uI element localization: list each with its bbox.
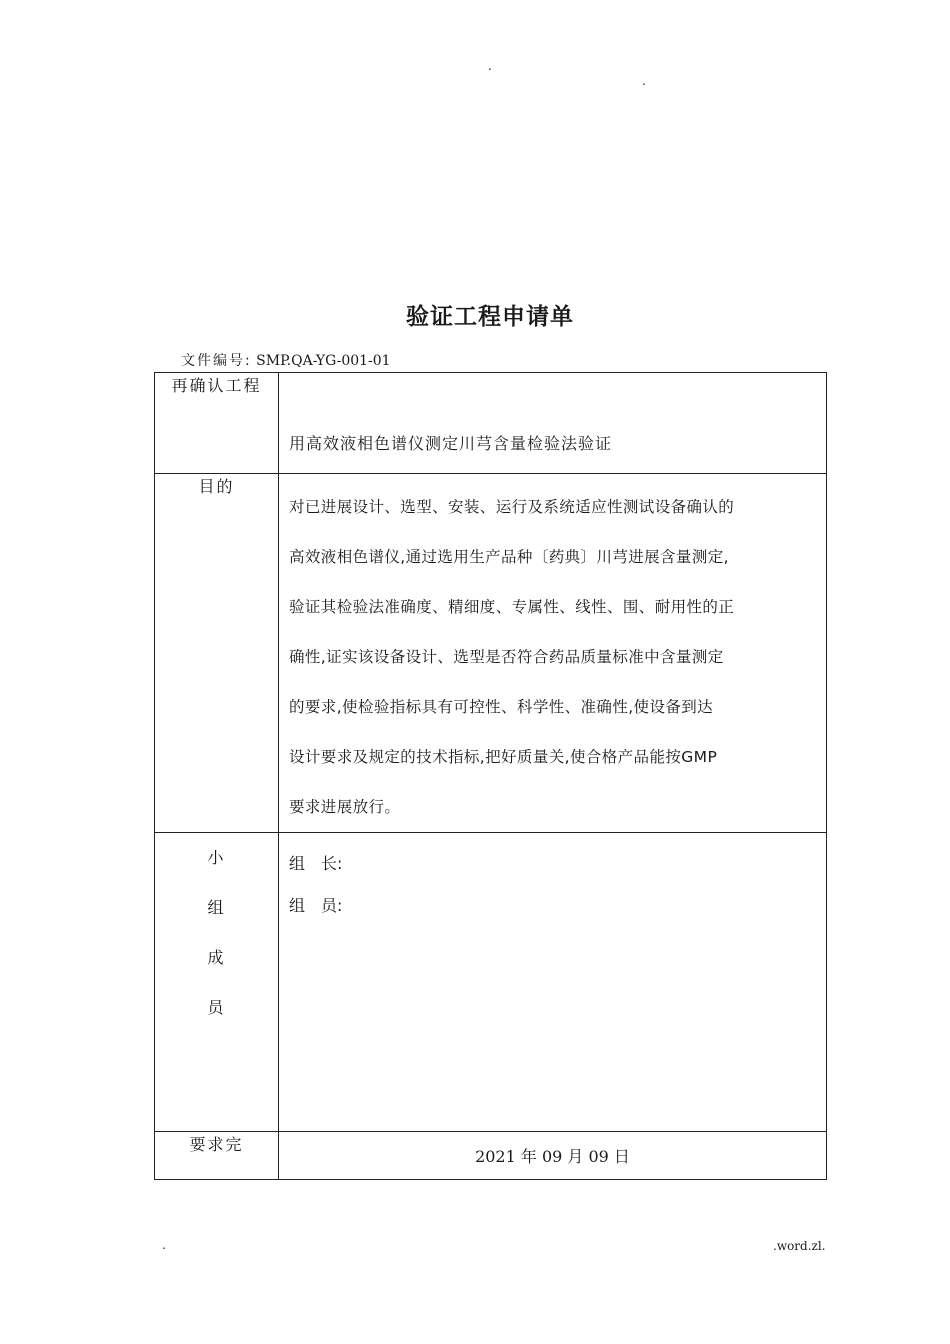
table-row-project [155,373,827,474]
members-label-char: 组 [207,898,226,917]
members-label-char: 成 [207,948,226,967]
member-label: 组 员: [289,896,343,915]
purpose-label: 目的 [155,474,279,833]
doc-number [181,350,391,370]
purpose-cell [279,474,827,833]
purpose-line: 对已进展设计、选型、安装、运行及系统适应性测试设备确认的 [289,498,735,516]
application-form-table [154,372,827,1180]
purpose-line: 要求进展放行。 [289,798,401,816]
deadline-value: 2021 年 09 月 09 日 [279,1132,827,1180]
purpose-line: 确性,证实该设备设计、选型是否符合药品质量标准中含量测定 [289,648,724,666]
deadline-label: 要求完 [155,1132,279,1180]
footer-dot: . [162,1238,166,1252]
table-row-purpose [155,474,827,833]
footer-watermark: .word.zl. [773,1239,826,1253]
members-label-char: 小 [207,848,226,867]
header-dot-left: . [488,59,492,73]
purpose-line: 设计要求及规定的技术指标,把好质量关,使合格产品能按GMP [289,748,718,766]
members-cell [279,833,827,1132]
doc-number-label: 文件编号: [181,353,252,369]
purpose-line: 验证其检验法准确度、精细度、专属性、线性、围、耐用性的正 [289,598,735,616]
project-value: 用高效液相色谱仪测定川芎含量检验法验证 [289,434,613,453]
project-cell [279,373,827,474]
project-label: 再确认工程 [155,373,279,474]
purpose-line: 的要求,使检验指标具有可控性、科学性、准确性,使设备到达 [289,698,714,716]
members-label [155,833,279,1132]
page-title: 验证工程申请单 [406,304,574,330]
header-dot-right: . [642,74,646,88]
leader-label: 组 长: [289,854,343,873]
purpose-text [279,474,826,832]
table-row-deadline [155,1132,827,1180]
purpose-line: 高效液相色谱仪,通过选用生产品种〔药典〕川芎进展含量测定, [289,548,729,566]
members-label-char: 员 [207,998,226,1017]
table-row-members [155,833,827,1132]
doc-number-value: SMP.QA-YG-001-01 [256,353,391,369]
